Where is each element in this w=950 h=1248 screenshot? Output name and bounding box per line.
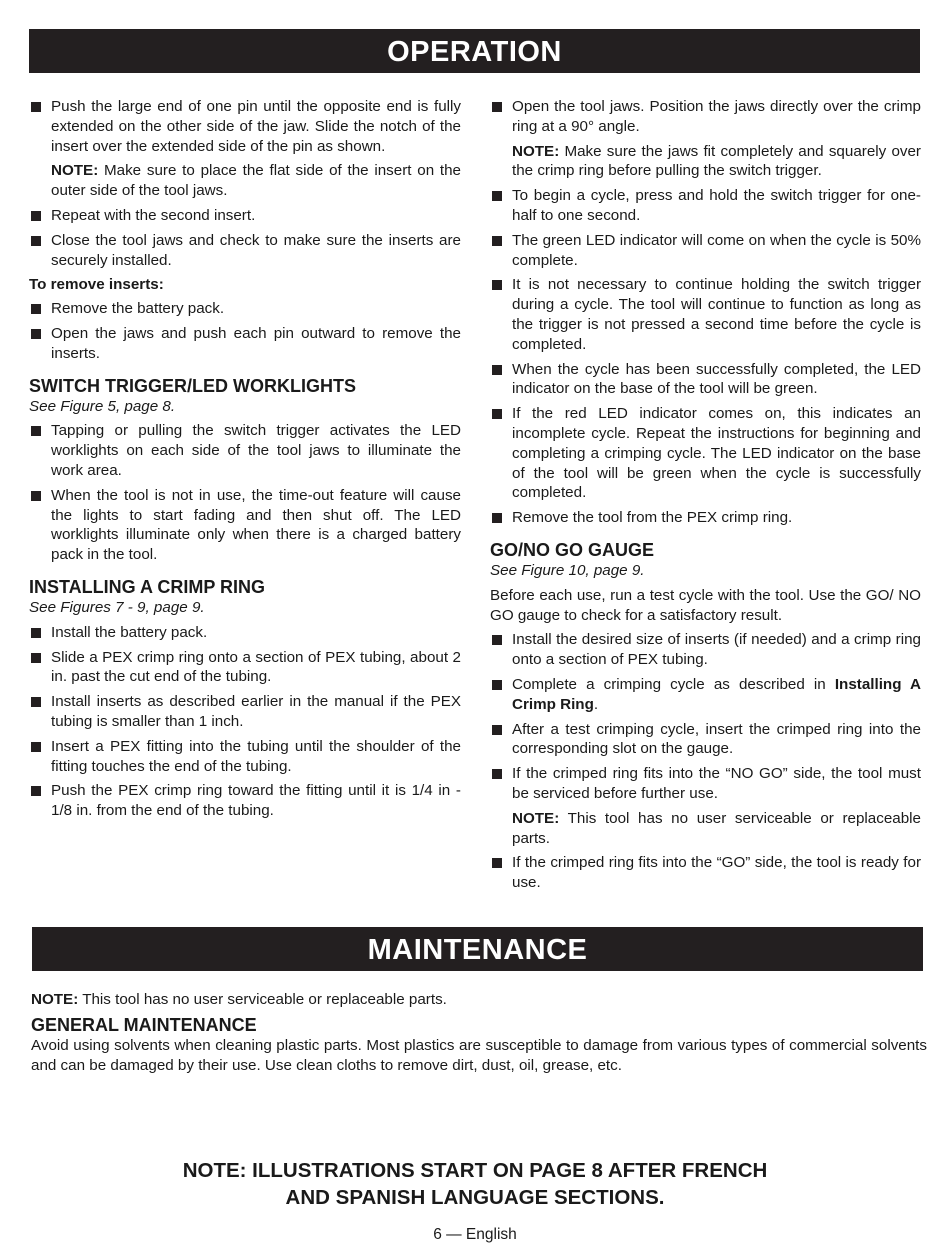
list-item: The green LED indicator will come on when the cycle is 50% complete. <box>490 231 921 271</box>
list-item: Remove the battery pack. <box>29 299 461 319</box>
go-no-go-gauge-heading: GO/NO GO GAUGE <box>490 539 655 560</box>
figure-reference: See Figure 10, page 9. <box>490 561 645 579</box>
list-item: Push the PEX crimp ring toward the fitting until it is 1/4 in - 1/8 in. from the end of the tubing. <box>29 781 461 821</box>
bullet-square-icon <box>492 513 502 523</box>
bullet-square-icon <box>31 329 41 339</box>
bullet-square-icon <box>31 304 41 314</box>
maintenance-section <box>31 990 927 1080</box>
operation-banner: OPERATION <box>29 29 920 73</box>
bullet-square-icon <box>492 769 502 779</box>
bullet-square-icon <box>492 409 502 419</box>
list-item: Push the large end of one pin until the opposite end is fully extended on the other side of the jaw. Slide the notch of the insert over the extended side of the pin as shown. <box>29 97 461 156</box>
figure-reference: See Figures 7 - 9, page 9. <box>29 598 205 616</box>
bullet-square-icon <box>31 491 41 501</box>
bullet-square-icon <box>31 697 41 707</box>
list-item: Open the tool jaws. Position the jaws directly over the crimp ring at a 90° angle. <box>490 97 921 137</box>
list-item: Complete a crimping cycle as described in Installing A Crimp Ring. <box>490 675 921 715</box>
figure-reference: See Figure 5, page 8. <box>29 397 176 415</box>
list-item: Install the battery pack. <box>29 623 461 643</box>
list-item: It is not necessary to continue holding the switch trigger during a cycle. The tool will continue to function as long as the trigger is not pressed a second time before the cycle is completed. <box>490 275 921 354</box>
bullet-square-icon <box>31 236 41 246</box>
operation-left-column <box>29 97 461 826</box>
bullet-square-icon <box>492 191 502 201</box>
list-item: Tapping or pulling the switch trigger activates the LED worklights on each side of the tool jaws to illuminate the work area. <box>29 421 461 480</box>
list-item: When the tool is not in use, the time-out feature will cause the lights to start fading and then shut off. The LED worklights illuminate only when there is a charged battery pack in the tool. <box>29 486 461 565</box>
bullet-square-icon <box>31 426 41 436</box>
bullet-square-icon <box>492 635 502 645</box>
bullet-square-icon <box>31 628 41 638</box>
general-maintenance-text: Avoid using solvents when cleaning plastic parts. Most plastics are susceptible to damage from various types of commercial solvents and can be damaged by their use. Use clean cloths to remove dirt, dust, oil, grease, etc. <box>31 1036 927 1074</box>
list-item: After a test crimping cycle, insert the crimped ring into the corresponding slot on the gauge. <box>490 720 921 760</box>
list-item: Install the desired size of inserts (if needed) and a crimp ring onto a section of PEX tubing. <box>490 630 921 670</box>
list-item: To begin a cycle, press and hold the switch trigger for one-half to one second. <box>490 186 921 226</box>
list-item: Insert a PEX fitting into the tubing until the shoulder of the fitting touches the end of the tubing. <box>29 737 461 777</box>
bullet-square-icon <box>492 236 502 246</box>
list-item: If the red LED indicator comes on, this indicates an incomplete cycle. Repeat the instructions for beginning and completing a crimping cycle. The LED indicator on the base of the tool will be green when the cycle is successfully completed. <box>490 404 921 503</box>
list-item: Remove the tool from the PEX crimp ring. <box>490 508 921 528</box>
maintenance-note: NOTE: This tool has no user serviceable or replaceable parts. <box>31 991 447 1008</box>
list-item: Repeat with the second insert. <box>29 206 461 226</box>
list-item: Close the tool jaws and check to make sure the inserts are securely installed. <box>29 231 461 271</box>
operation-right-column <box>490 97 921 898</box>
bullet-square-icon <box>31 102 41 112</box>
list-item: If the crimped ring fits into the “GO” side, the tool is ready for use. <box>490 853 921 893</box>
list-item: When the cycle has been successfully completed, the LED indicator on the base of the tool will be green. <box>490 360 921 400</box>
bullet-square-icon <box>492 365 502 375</box>
switch-trigger-heading: SWITCH TRIGGER/LED WORKLIGHTS <box>29 375 356 396</box>
bullet-square-icon <box>492 102 502 112</box>
list-item: If the crimped ring fits into the “NO GO” side, the tool must be serviced before further use. <box>490 764 921 804</box>
bullet-square-icon <box>31 786 41 796</box>
list-item: Install inserts as described earlier in the manual if the PEX tubing is smaller than 1 inch. <box>29 692 461 732</box>
bullet-square-icon <box>492 858 502 868</box>
bullet-square-icon <box>31 653 41 663</box>
list-item: Slide a PEX crimp ring onto a section of PEX tubing, about 2 in. past the cut end of the tubing. <box>29 648 461 688</box>
note: NOTE: Make sure to place the flat side of the insert on the outer side of the tool jaws. <box>51 162 461 200</box>
bullet-square-icon <box>31 742 41 752</box>
bullet-square-icon <box>492 680 502 690</box>
bullet-square-icon <box>492 280 502 290</box>
note: NOTE: Make sure the jaws fit completely and squarely over the crimp ring before pulling the switch trigger. <box>512 142 921 180</box>
general-maintenance-heading: GENERAL MAINTENANCE <box>31 1014 257 1035</box>
installing-crimp-ring-heading: INSTALLING A CRIMP RING <box>29 576 265 597</box>
gauge-intro: Before each use, run a test cycle with the tool. Use the GO/ NO GO gauge to check for a satisfactory result. <box>490 586 921 624</box>
maintenance-banner: MAINTENANCE <box>32 927 923 971</box>
illustrations-note: NOTE: ILLUSTRATIONS START ON PAGE 8 AFTER FRENCH AND SPANISH LANGUAGE SECTIONS. <box>182 1159 768 1209</box>
page-number: 6 — English <box>433 1226 517 1243</box>
note: NOTE: This tool has no user serviceable or replaceable parts. <box>512 809 921 847</box>
list-item: Open the jaws and push each pin outward to remove the inserts. <box>29 324 461 364</box>
remove-inserts-heading: To remove inserts: <box>29 276 164 294</box>
bullet-square-icon <box>492 725 502 735</box>
bullet-square-icon <box>31 211 41 221</box>
